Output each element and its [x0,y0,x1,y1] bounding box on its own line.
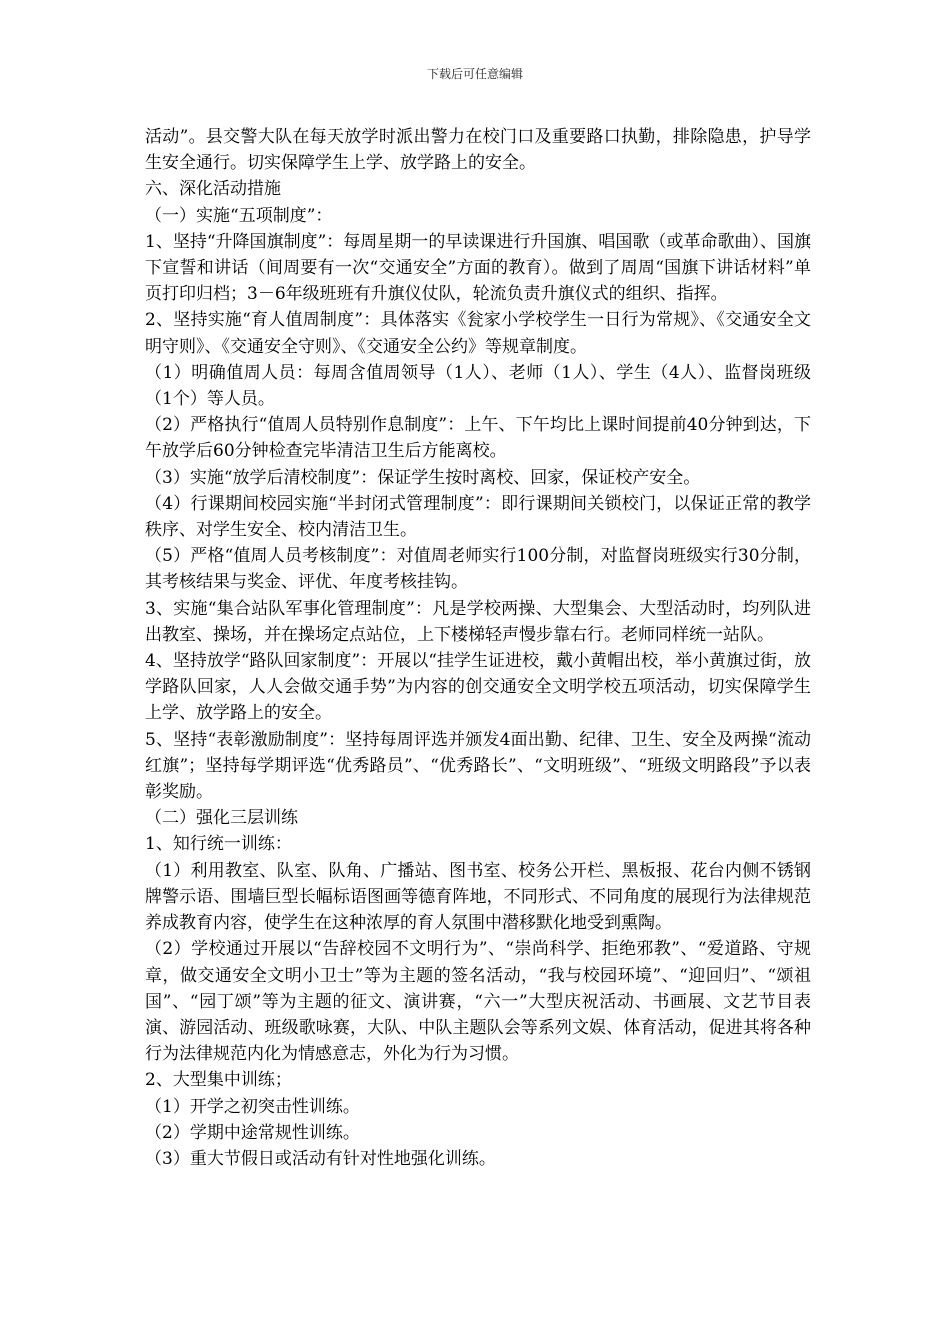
paragraph: （2）学校通过开展以“告辞校园不文明行为”、“崇尚科学、拒绝邪教”、“爱道路、守规章，做交通安全文明小卫士”等为主题的签名活动，“我与校园环境”、“迎回归”、“颂祖国”、“园丁颂”等为主题的征文、演讲赛，“六一”大型庆祝活动、书画展、文艺节目表演、游园活动、班级歌咏赛，大队、中队主题队会等系列文娱、体育活动，促进其将各种行为法律规范内化为情感意志，外化为行为习惯。 [145,939,811,1065]
paragraph: （4）行课期间校园实施“半封闭式管理制度”：即行课期间关锁校门，以保证正常的教学秩序、对学生安全、校内清洁卫生。 [145,493,811,541]
subsection-heading: （一）实施“五项制度”： [145,205,333,226]
subsection-heading: （二）强化三层训练 [145,808,298,829]
paragraph: （3）重大节假日或活动有针对性地强化训练。 [145,1148,496,1169]
paragraph: （1）明确值周人员：每周含值周领导（1人）、老师（1人）、学生（4人）、监督岗班级（1个）等人员。 [145,362,811,410]
paragraph: 2、坚持实施“育人值周制度”：具体落实《瓮家小学校学生一日行为常规》、《交通安全文明守则》、《交通安全守则》、《交通安全公约》等规章制度。 [145,310,811,357]
header-note: 下载后可任意编辑 [426,67,523,81]
paragraph: 活动”。县交警大队在每天放学时派出警力在校门口及重要路口执勤，排除隐患，护导学生安全通行。切实保障学生上学、放学路上的安全。 [145,127,811,174]
paragraph: 2、大型集中训练； [145,1070,292,1091]
paragraph: 5、坚持“表彰激励制度”：坚持每周评选并颁发4面出勤、纪律、卫生、安全及两操“流动红旗”；坚持每学期评选“优秀路员”、“优秀路长”、“文明班级”、“班级文明路段”予以表彰奖励。 [145,729,811,803]
document-body [145,124,811,1172]
paragraph: （1）开学之初突击性训练。 [145,1096,360,1117]
paragraph: （2）严格执行“值周人员特别作息制度”：上午、下午均比上课时间提前40分钟到达，下午放学后60分钟检查完毕清洁卫生后方能离校。 [145,415,811,462]
paragraph: （2）学期中途常规性训练。 [145,1122,360,1143]
section-heading: 六、深化活动措施 [145,179,281,200]
paragraph: 1、坚持“升降国旗制度”：每周星期一的早读课进行升国旗、唱国歌（或革命歌曲）、国旗下宣誓和讲话（间周要有一次“交通安全”方面的教育）。做到了周周“国旗下讲话材料”单页打印归档；3－6年级班班有升旗仪仗队，轮流负责升旗仪式的组织、指挥。 [145,231,811,305]
paragraph: 1、知行统一训练： [145,834,292,855]
paragraph: （5）严格“值周人员考核制度”：对值周老师实行100分制，对监督岗班级实行30分制，其考核结果与奖金、评优、年度考核挂钩。 [145,546,811,593]
paragraph: 3、实施“集合站队军事化管理制度”：凡是学校两操、大型集会、大型活动时，均列队进出教室、操场，并在操场定点站位，上下楼梯轻声慢步靠右行。老师同样统一站队。 [145,598,811,645]
paragraph: 4、坚持放学“路队回家制度”：开展以“挂学生证进校，戴小黄帽出校，举小黄旗过街，放学路队回家，人人会做交通手势”为内容的创交通安全文明学校五项活动，切实保障学生上学、放学路上的安全。 [145,651,811,724]
paragraph: （1）利用教室、队室、队角、广播站、图书室、校务公开栏、黑板报、花台内侧不锈钢牌警示语、围墙巨型长幅标语图画等德育阵地，不同形式、不同角度的展现行为法律规范养成教育内容，使学生在这种浓厚的育人氛围中潜移默化地受到熏陶。 [145,860,811,934]
paragraph: （3）实施“放学后清校制度”：保证学生按时离校、回家，保证校产安全。 [145,467,701,488]
